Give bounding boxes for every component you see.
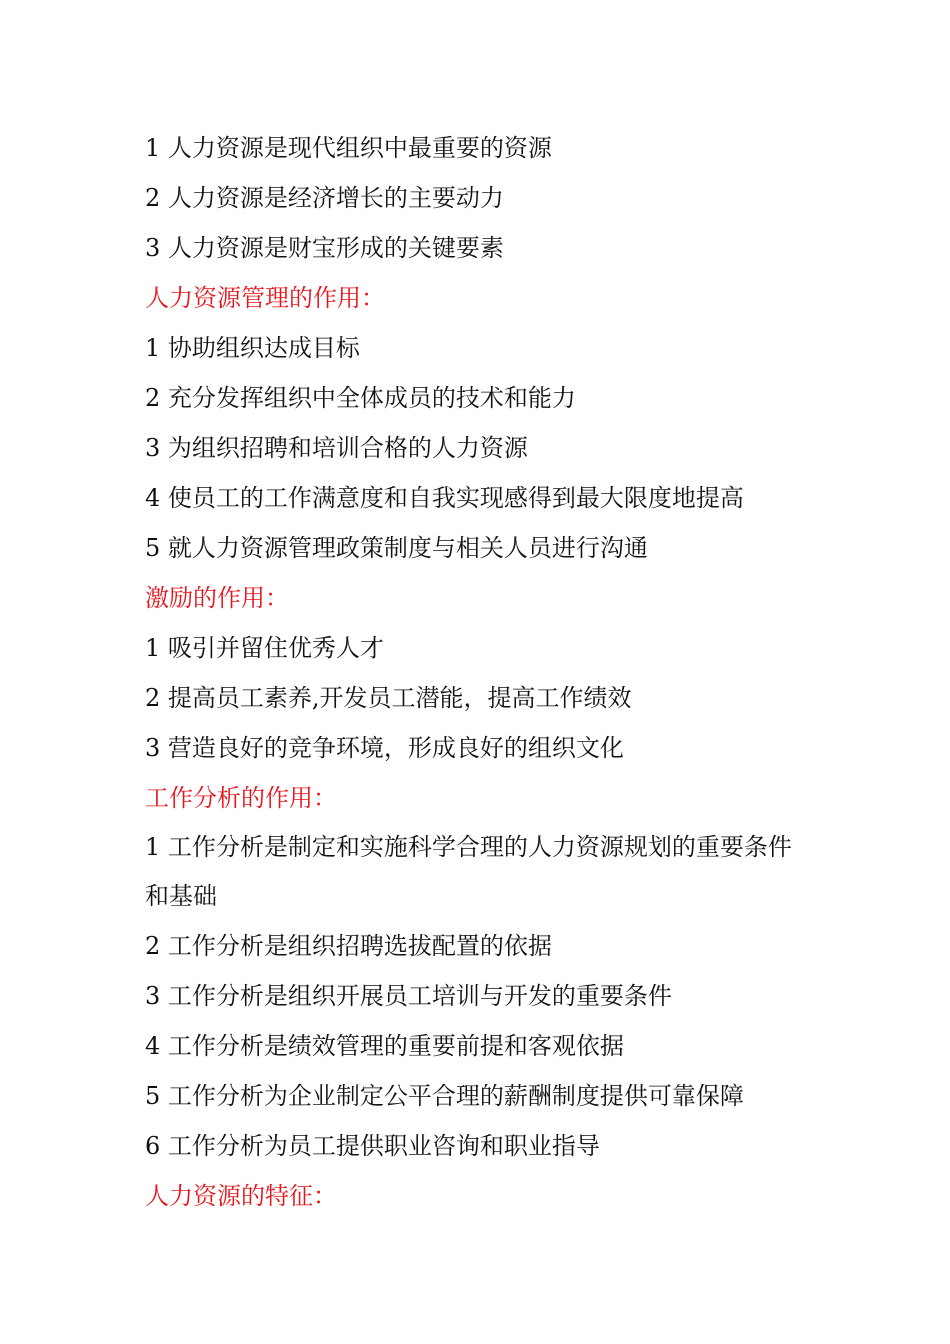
list-item: 1 协助组织达成目标 (145, 334, 360, 362)
section-heading: 人力资源管理的作用： (145, 284, 385, 312)
section-heading: 工作分析的作用： (145, 784, 337, 812)
list-item: 1 人力资源是现代组织中最重要的资源 (145, 134, 552, 162)
list-item: 3 工作分析是组织开展员工培训与开发的重要条件 (145, 982, 672, 1010)
list-item: 3 营造良好的竞争环境，形成良好的组织文化 (145, 734, 624, 762)
section-heading: 人力资源的特征： (145, 1182, 337, 1210)
list-item: 4 使员工的工作满意度和自我实现感得到最大限度地提高 (145, 484, 744, 512)
list-item: 1 吸引并留住优秀人才 (145, 634, 384, 662)
list-item: 6 工作分析为员工提供职业咨询和职业指导 (145, 1132, 600, 1160)
list-item: 2 提高员工素养,开发员工潜能，提高工作绩效 (145, 684, 632, 712)
list-item: 2 工作分析是组织招聘选拔配置的依据 (145, 932, 552, 960)
list-item: 2 充分发挥组织中全体成员的技术和能力 (145, 384, 576, 412)
list-item: 4 工作分析是绩效管理的重要前提和客观依据 (145, 1032, 624, 1060)
list-item: 5 工作分析为企业制定公平合理的薪酬制度提供可靠保障 (145, 1082, 744, 1110)
list-item: 1 工作分析是制定和实施科学合理的人力资源规划的重要条件和基础 (145, 833, 792, 910)
section-heading: 激励的作用： (145, 584, 289, 612)
list-item: 3 为组织招聘和培训合格的人力资源 (145, 434, 528, 462)
list-item: 5 就人力资源管理政策制度与相关人员进行沟通 (145, 534, 648, 562)
document-body (145, 123, 815, 1221)
list-item: 3 人力资源是财宝形成的关键要素 (145, 234, 504, 262)
list-item: 2 人力资源是经济增长的主要动力 (145, 184, 504, 212)
